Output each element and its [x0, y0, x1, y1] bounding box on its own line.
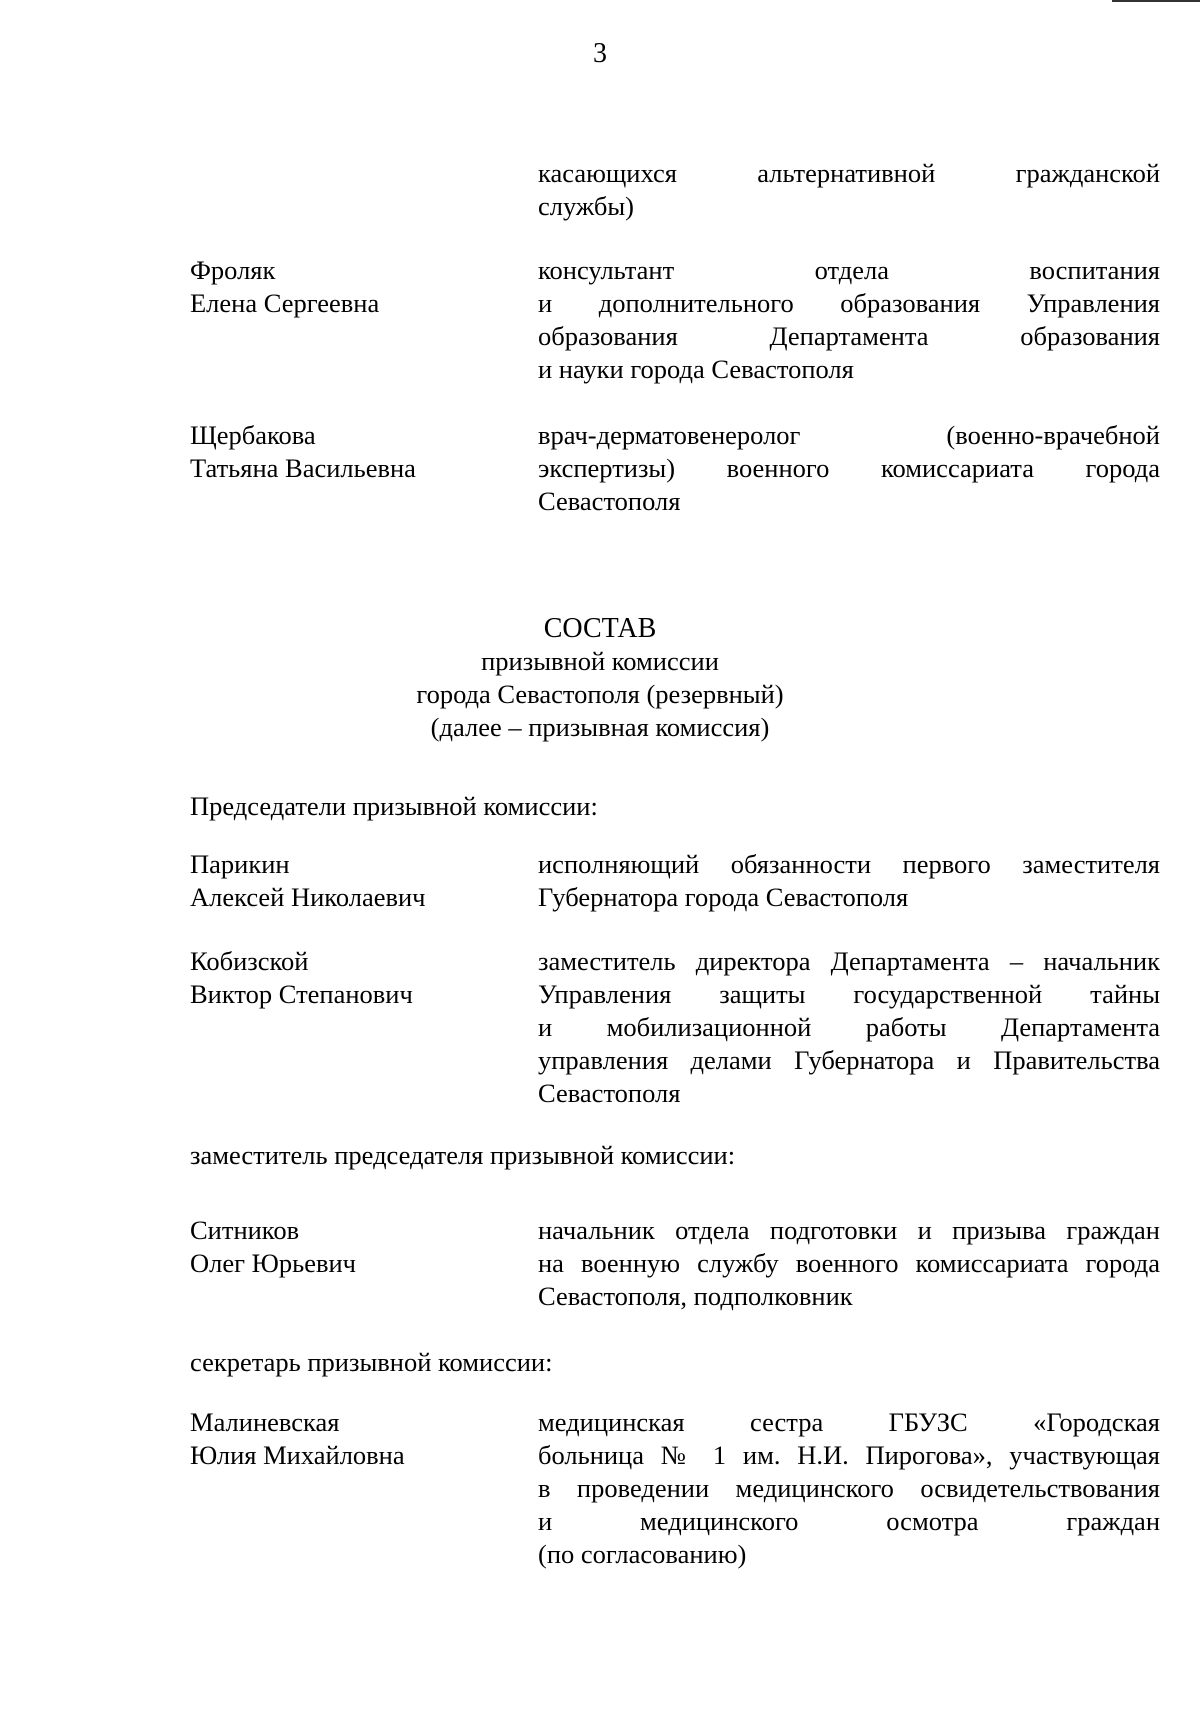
desc-line: на военную службу военного комиссариата города: [538, 1248, 1160, 1278]
heading-title: СОСТАВ: [543, 613, 657, 644]
desc-line: больница № 1 им. Н.И. Пирогова», участвующая: [538, 1440, 1160, 1470]
member-name-malinevskaya: [190, 1406, 510, 1472]
heading-line: города Севастополя (резервный): [416, 679, 784, 709]
desc-line: и медицинского осмотра граждан: [538, 1506, 1160, 1536]
desc-line: экспертизы) военного комиссариата города: [538, 453, 1160, 483]
page-number: 3: [593, 38, 607, 69]
heading-line: (далее – призывная комиссия): [430, 712, 770, 742]
desc-line: Севастополя: [538, 1078, 681, 1108]
member-position-parikin: [538, 848, 1160, 914]
given-names: Юлия Михайловна: [190, 1440, 405, 1470]
desc-line: управления делами Губернатора и Правительства: [538, 1045, 1160, 1075]
desc-line: Севастополя: [538, 486, 681, 516]
surname: Фроляк: [190, 255, 276, 285]
surname: Малиневская: [190, 1407, 340, 1437]
member-name-shcherbakova: [190, 419, 510, 485]
member-name-sitnikov: [190, 1214, 510, 1280]
desc-line: и дополнительного образования Управления: [538, 288, 1160, 318]
deputy-section-label: заместитель председателя призывной комиссии:: [190, 1140, 736, 1170]
member-position-sitnikov: [538, 1214, 1160, 1313]
entry-description-continued: [538, 157, 1160, 223]
member-name-kobizskoy: [190, 945, 510, 1011]
desc-line: Губернатора города Севастополя: [538, 882, 909, 912]
given-names: Татьяна Васильевна: [190, 453, 416, 483]
given-names: Елена Сергеевна: [190, 288, 380, 318]
desc-line: начальник отдела подготовки и призыва граждан: [538, 1215, 1160, 1245]
desc-line: службы): [538, 191, 634, 221]
desc-line: образования Департамента образования: [538, 321, 1160, 351]
desc-line: (по согласованию): [538, 1539, 747, 1569]
member-position-froliak: [538, 254, 1160, 386]
member-name-froliak: [190, 254, 510, 320]
desc-line: в проведении медицинского освидетельствования: [538, 1473, 1160, 1503]
desc-line: врач-дерматовенеролог (военно-врачебной: [538, 420, 1160, 450]
desc-line: исполняющий обязанности первого заместителя: [538, 849, 1160, 879]
chairs-section-label: Председатели призывной комиссии:: [190, 791, 598, 821]
secretary-section-label: секретарь призывной комиссии:: [190, 1347, 553, 1377]
given-names: Алексей Николаевич: [190, 882, 426, 912]
desc-line: и науки города Севастополя: [538, 354, 854, 384]
given-names: Олег Юрьевич: [190, 1248, 356, 1278]
member-name-parikin: [190, 848, 510, 914]
member-position-malinevskaya: [538, 1406, 1160, 1571]
member-position-kobizskoy: [538, 945, 1160, 1110]
desc-line: консультант отдела воспитания: [538, 255, 1160, 285]
desc-line: касающихся альтернативной гражданской: [538, 158, 1160, 188]
desc-line: Управления защиты государственной тайны: [538, 979, 1160, 1009]
heading-line: призывной комиссии: [481, 646, 719, 676]
desc-line: Севастополя, подполковник: [538, 1281, 853, 1311]
given-names: Виктор Степанович: [190, 979, 413, 1009]
desc-line: и мобилизационной работы Департамента: [538, 1012, 1160, 1042]
member-position-shcherbakova: [538, 419, 1160, 518]
surname: Щербакова: [190, 420, 316, 450]
composition-heading: [0, 612, 1200, 744]
desc-line: заместитель директора Департамента – начальник: [538, 946, 1160, 976]
scan-edge-line: [1112, 0, 1200, 2]
desc-line: медицинская сестра ГБУЗС «Городская: [538, 1407, 1160, 1437]
surname: Парикин: [190, 849, 290, 879]
surname: Кобизской: [190, 946, 309, 976]
surname: Ситников: [190, 1215, 300, 1245]
